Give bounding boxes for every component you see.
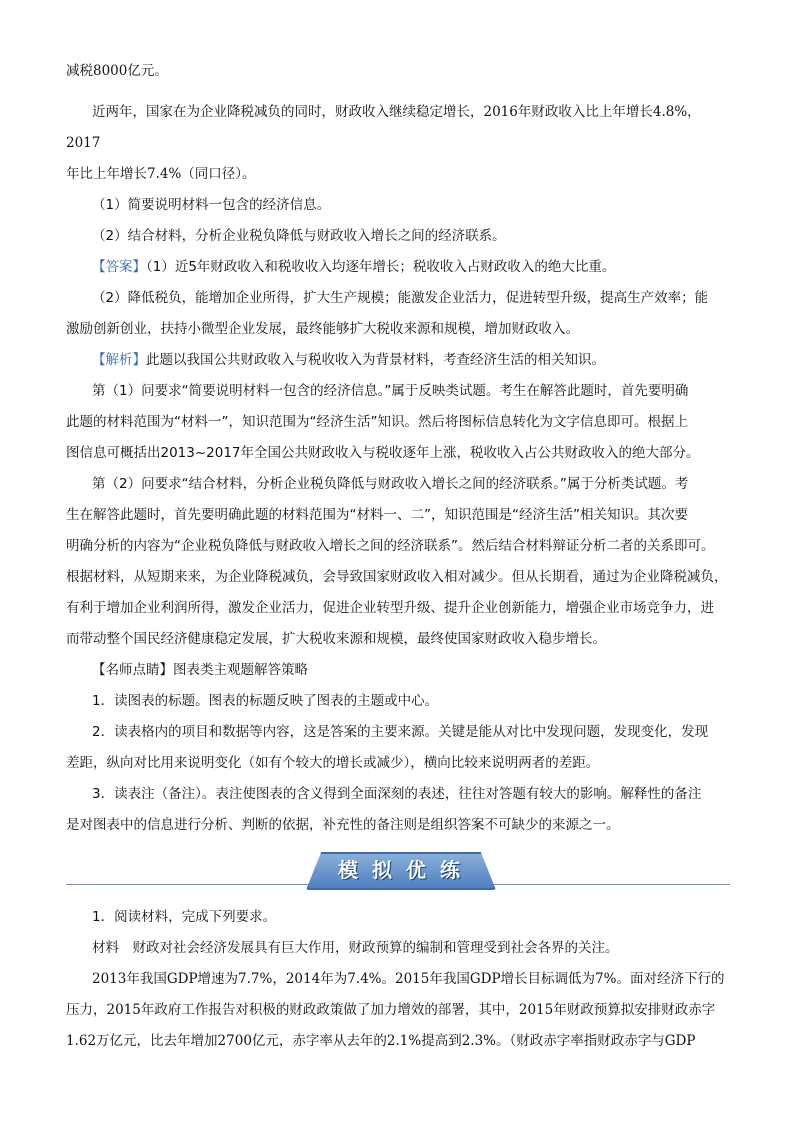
bottom-section bbox=[66, 902, 730, 1057]
material-line: 1.62万亿元，比去年增加2700亿元，赤字率从去年的2.1%提高到2.3%。（财政赤字率指财政赤字与GDP bbox=[66, 1033, 696, 1049]
analysis-line: 根据材料，从短期来来，为企业降税减负，会导致国家财政收入相对减少。但从长期看，通过为企业降税减负， bbox=[66, 569, 728, 585]
question-1: （1）简要说明材料一包含的经济信息。 bbox=[92, 197, 331, 213]
analysis-line: 此题的材料范围为“材料一”，知识范围为“经济生活”知识。然后将图标信息转化为文字信息即可。根据上 bbox=[66, 414, 688, 430]
tip-item: 是对图表中的信息进行分析、判断的依据，补充性的备注则是组织答案不可缺少的来源之一。 bbox=[66, 817, 620, 833]
question-2: （2）结合材料，分析企业税负降低与财政收入增长之间的经济联系。 bbox=[92, 228, 506, 244]
material-line: 2013年我国GDP增速为7.7%，2014年为7.4%。2015年我国GDP增长目标调低为7%。面对经济下行的 bbox=[92, 971, 725, 987]
analysis-line: 生在解答此题时，首先要明确此题的材料范围为“材料一、二”，知识范围是“经济生活”相关知识。其次要 bbox=[66, 507, 688, 523]
analysis-text: 此题以我国公共财政收入与税收收入为背景材料，考查经济生活的相关知识。 bbox=[146, 352, 605, 368]
answer-line bbox=[66, 252, 730, 283]
analysis-line: 图信息可概括出2013~2017年全国公共财政收入与税收逐年上涨，税收收入占公共财政收入的绝大部分。 bbox=[66, 445, 700, 461]
tip-item: 差距，纵向对比用来说明变化（如有个较大的增长或减少），横向比较来说明两者的差距。 bbox=[66, 755, 600, 771]
paragraph-line: 年比上年增长7.4%（同口径）。 bbox=[66, 166, 256, 182]
material-line: 压力，2015年政府工作报告对积极的财政政策做了加力增效的部署，其中，2015年财政预算拟安排财政赤字 bbox=[66, 1002, 716, 1018]
analysis-line: 第（2）问要求“结合材料，分析企业税负降低与财政收入增长之间的经济联系。”属于分析类试题。考 bbox=[92, 476, 689, 492]
analysis-line bbox=[66, 345, 730, 376]
question-heading: 1．阅读材料，完成下列要求。 bbox=[92, 909, 277, 925]
tip-item: 1．读图表的标题。图表的标题反映了图表的主题或中心。 bbox=[92, 693, 439, 709]
analysis-line: 有利于增加企业利润所得，激发企业活力，促进企业转型升级、提升企业创新能力，增强企业市场竞争力，进 bbox=[66, 600, 714, 616]
banner-title: 模拟优练 bbox=[338, 858, 474, 882]
answer-text: （1）近5年财政收入和税收收入均逐年增长；税收收入占财政收入的绝大比重。 bbox=[146, 259, 616, 275]
analysis-line: 而带动整个国民经济健康稳定发展，扩大税收来源和规模，最终使国家财政收入稳步增长。 bbox=[66, 631, 606, 647]
paragraph-line: 近两年，国家在为企业降税减负的同时，财政收入继续稳定增长，2016年财政收入比上年增长4.8%，2017 bbox=[66, 104, 701, 151]
answer-line: 激励创新创业，扶持小微型企业发展，最终能够扩大税收来源和规模，增加财政收入。 bbox=[66, 321, 579, 337]
answer-line: （2）降低税负，能增加企业所得，扩大生产规模；能激发企业活力，促进转型升级，提高生产效率；能 bbox=[92, 290, 709, 306]
tip-item: 2．读表格内的项目和数据等内容，这是答案的主要来源。关键是能从对比中发现问题，发现变化，发现 bbox=[92, 724, 709, 740]
analysis-line: 明确分析的内容为“企业税负降低与财政收入增长之间的经济联系”。然后结合材料辩证分析二者的关系即可。 bbox=[66, 538, 715, 554]
tip-heading: 【名师点睛】图表类主观题解答策略 bbox=[92, 662, 308, 678]
material-line: 材料 财政对社会经济发展具有巨大作用，财政预算的编制和管理受到社会各界的关注。 bbox=[92, 940, 619, 956]
analysis-tag: 【解析】 bbox=[92, 352, 146, 368]
text-line: 减税8000亿元。 bbox=[66, 63, 168, 79]
section-banner bbox=[66, 850, 730, 890]
tip-item: 3．读表注（备注）。表注使图表的含义得到全面深刻的表述，往往对答题有较大的影响。解释性的备注 bbox=[92, 786, 702, 802]
analysis-line: 第（1）问要求“简要说明材料一包含的经济信息。”属于反映类试题。考生在解答此题时，首先要明确 bbox=[92, 383, 689, 399]
top-section bbox=[66, 56, 730, 841]
answer-tag: 【答案】 bbox=[92, 259, 146, 275]
